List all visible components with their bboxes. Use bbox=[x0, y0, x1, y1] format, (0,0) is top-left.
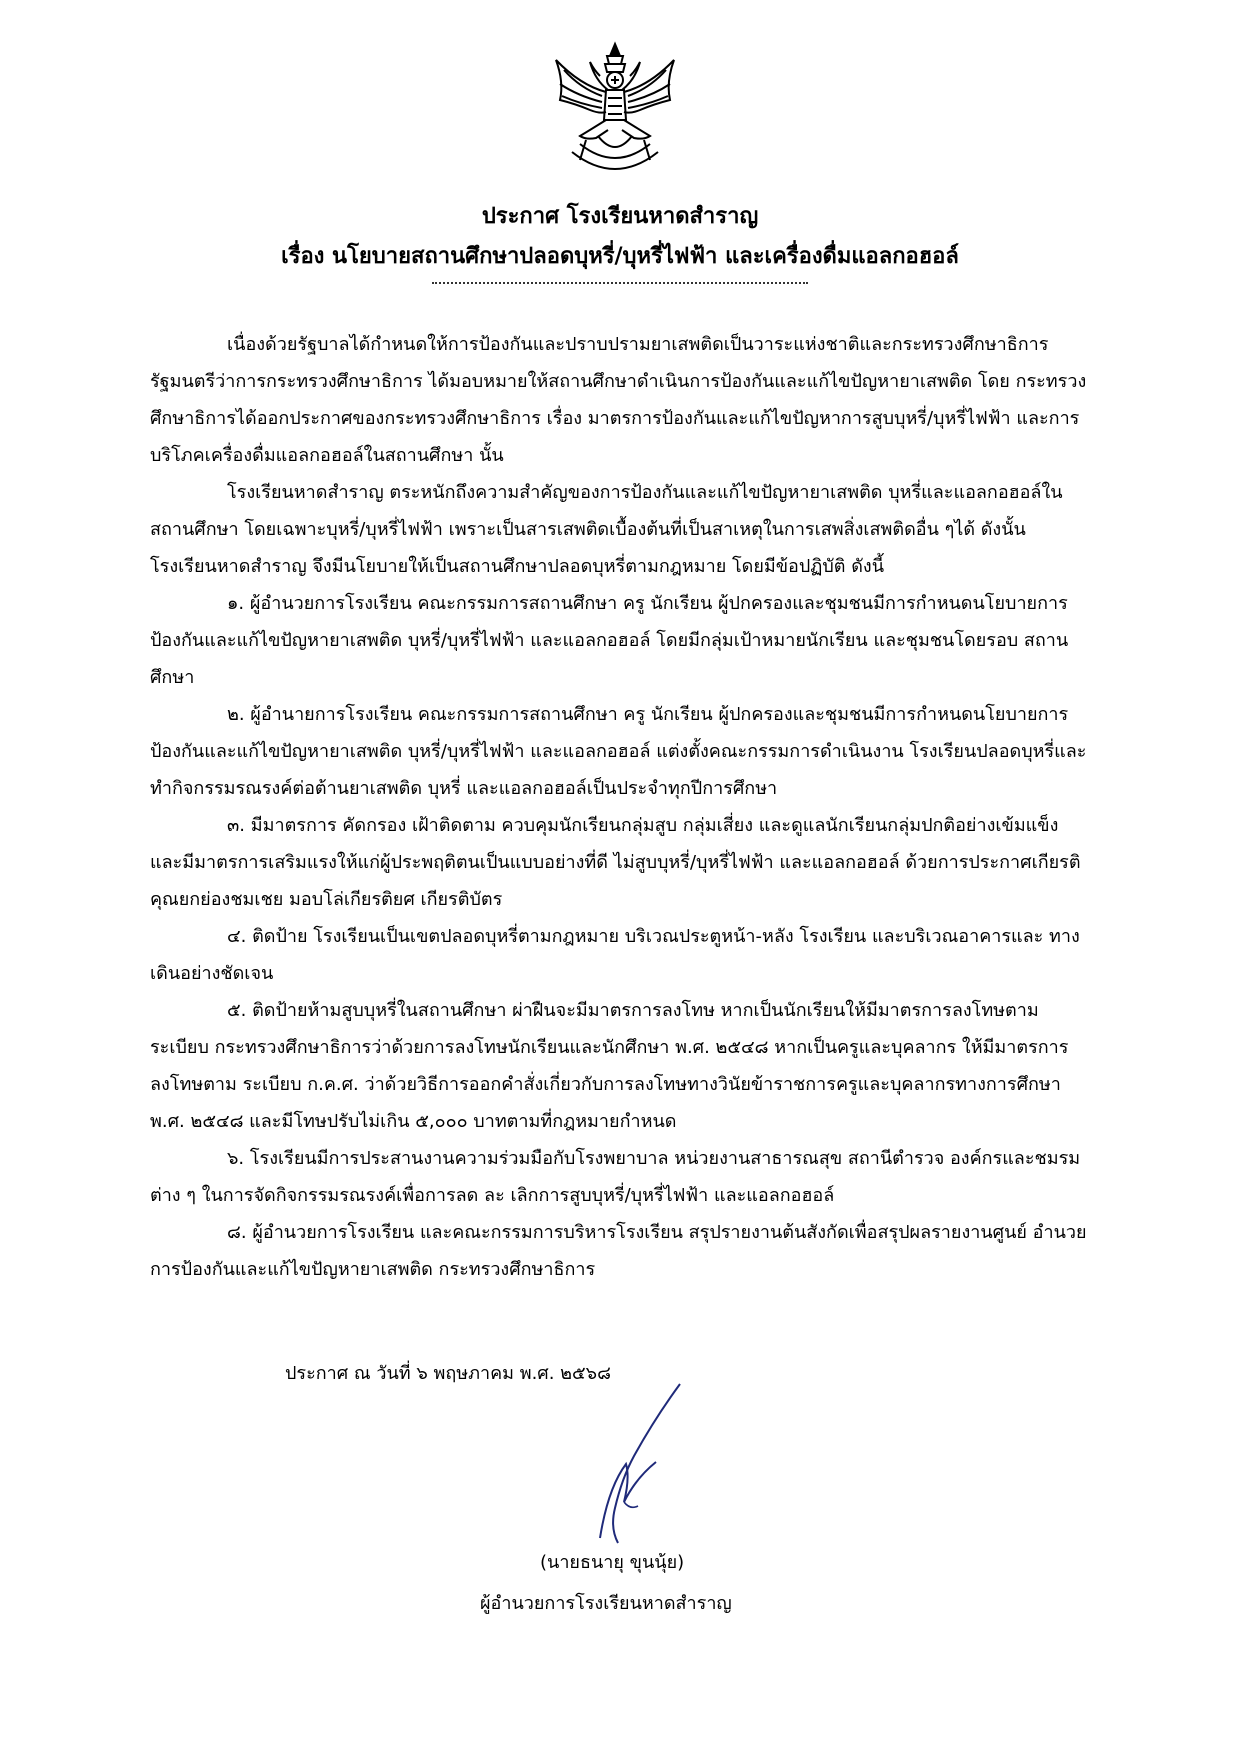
policy-item-2: ๒. ผู้อำนายการโรงเรียน คณะกรรมการสถานศึกษา ครู นักเรียน ผู้ปกครองและชุมชนมีการกำหนดนโยบายการ ป้องกันและแก้ไขปัญหายาเสพติด บุหรี่/บุหรี่ไฟฟ้า และแอลกอฮอล์ แต่งตั้งคณะกรรมการดำเนินงาน โรงเรียนปลอดบุหรี่และ ทำกิจกรรมรณรงค์ต่อต้านยาเสพติด บุหรี่ และแอลกอฮอล์เป็นประจำทุกปีการศึกษา bbox=[150, 704, 1087, 799]
signer-name: (นายธนายุ ขุนนุ้ย) bbox=[540, 1552, 685, 1573]
policy-item-4: ๔. ติดป้าย โรงเรียนเป็นเขตปลอดบุหรี่ตามกฎหมาย บริเวณประตูหน้า-หลัง โรงเรียน และบริเวณอาคารและ ทางเดินอย่างชัดเจน bbox=[150, 926, 1080, 984]
announcement-body bbox=[150, 326, 1095, 1288]
policy-item-5: ๕. ติดป้ายห้ามสูบบุหรี่ในสถานศึกษา ผ่าฝืนจะมีมาตรการลงโทษ หากเป็นนักเรียนให้มีมาตรการลงโทษตามระเบียบ กระทรวงศึกษาธิการว่าด้วยการลงโทษนักเรียนและนักศึกษา พ.ศ. ๒๕๔๘ หากเป็นครูและบุคลากร ให้มีมาตรการลงโทษตาม ระเบียบ ก.ค.ศ. ว่าด้วยวิธีการออกคำสั่งเกี่ยวกับการลงโทษทางวินัยข้าราชการครูและบุคลากรทางการศึกษา พ.ศ. ๒๕๔๘ และมีโทษปรับไม่เกิน ๕,๐๐๐ บาทตามที่กฎหมายกำหนด bbox=[150, 1000, 1069, 1132]
paragraph-intro: เนื่องด้วยรัฐบาลได้กำหนดให้การป้องกันและปราบปรามยาเสพติดเป็นวาระแห่งชาติและกระทรวงศึกษาธิการ รัฐมนตรีว่าการกระทรวงศึกษาธิการ ได้มอบหมายให้สถานศึกษาดำเนินการป้องกันและแก้ไขปัญหายาเสพติด โดย กระทรวงศึกษาธิการได้ออกประกาศของกระทรวงศึกษาธิการ เรื่อง มาตรการป้องกันและแก้ไขปัญหาการสูบบุหรี่/บุหรี่ไฟฟ้า และการบริโภคเครื่องดื่มแอลกอฮอล์ในสถานศึกษา นั้น bbox=[150, 334, 1087, 466]
policy-item-3: ๓. มีมาตรการ คัดกรอง เฝ้าติดตาม ควบคุมนักเรียนกลุ่มสูบ กลุ่มเสี่ยง และดูแลนักเรียนกลุ่มปกติอย่างเข้มแข็ง และมีมาตรการเสริมแรงให้แก่ผู้ประพฤติตนเป็นแบบอย่างที่ดี ไม่สูบบุหรี่/บุหรี่ไฟฟ้า และแอลกอฮอล์ ด้วยการประกาศเกียรติ คุณยกย่องชมเชย มอบโล่เกียรติยศ เกียรติบัตร bbox=[150, 815, 1081, 910]
paragraph-school-awareness: โรงเรียนหาดสำราญ ตระหนักถึงความสำคัญของการป้องกันและแก้ไขปัญหายาเสพติด บุหรี่และแอลกอฮอล์ใน สถานศึกษา โดยเฉพาะบุหรี่/บุหรี่ไฟฟ้า เพราะเป็นสารเสพติดเบื้องต้นที่เป็นสาเหตุในการเสพสิ่งเสพติดอื่น ๆได้ ดังนั้น โรงเรียนหาดสำราญ จึงมีนโยบายให้เป็นสถานศึกษาปลอดบุหรี่ตามกฎหมาย โดยมีข้อปฏิบัติ ดังนี้ bbox=[150, 482, 1063, 577]
policy-item-8: ๘. ผู้อำนวยการโรงเรียน และคณะกรรมการบริหารโรงเรียน สรุปรายงานต้นสังกัดเพื่อสรุปผลรายงานศูนย์ อำนวยการป้องกันและแก้ไขปัญหายาเสพติด กระทรวงศึกษาธิการ bbox=[150, 1222, 1087, 1280]
title-divider bbox=[432, 282, 808, 284]
handwritten-signature-icon bbox=[560, 1378, 690, 1548]
announcement-subject: เรื่อง นโยบายสถานศึกษาปลอดบุหรี่/บุหรี่ไฟฟ้า และเครื่องดื่มแอลกอฮอล์ bbox=[281, 244, 959, 269]
policy-item-6: ๖. โรงเรียนมีการประสานงานความร่วมมือกับโรงพยาบาล หน่วยงานสาธารณสุข สถานีตำรวจ องค์กรและชมรม ต่าง ๆ ในการจัดกิจกรรมรณรงค์เพื่อการลด ละ เลิกการสูบบุหรี่/บุหรี่ไฟฟ้า และแอลกอฮอล์ bbox=[150, 1148, 1081, 1206]
announcement-date: ประกาศ ณ วันที่ ๖ พฤษภาคม พ.ศ. ๒๕๖๘ bbox=[285, 1363, 611, 1384]
policy-item-1: ๑. ผู้อำนวยการโรงเรียน คณะกรรมการสถานศึกษา ครู นักเรียน ผู้ปกครองและชุมชนมีการกำหนดนโยบายการ ป้องกันและแก้ไขปัญหายาเสพติด บุหรี่/บุหรี่ไฟฟ้า และแอลกอฮอล์ โดยมีกลุ่มเป้าหมายนักเรียน และชุมชนโดยรอบ สถานศึกษา bbox=[150, 593, 1069, 688]
garuda-emblem-icon bbox=[550, 40, 680, 180]
announcement-title: ประกาศ โรงเรียนหาดสำราญ bbox=[481, 204, 759, 229]
signer-position: ผู้อำนวยการโรงเรียนหาดสำราญ bbox=[480, 1593, 732, 1614]
